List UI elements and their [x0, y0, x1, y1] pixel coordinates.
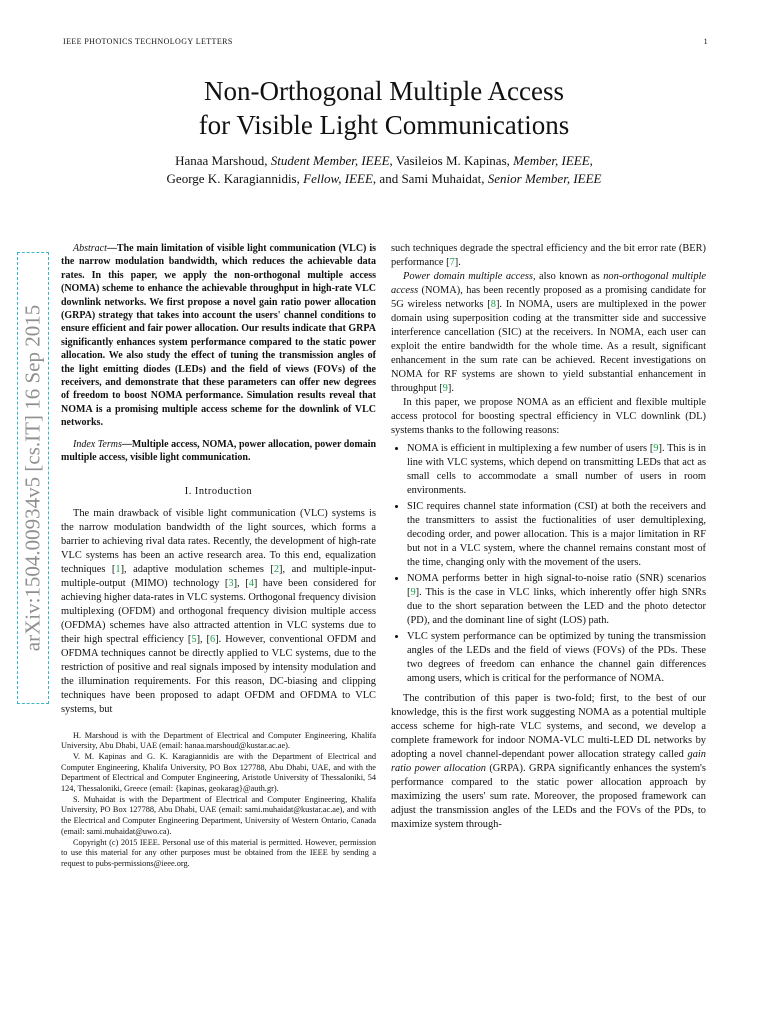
- text-span: ]. However, conventional OFDM and OFDMA techniques cannot be directly applied to VLC systems, due to the restriction of positive and real signals imposed by intensity modulation and the illumination requirements. For this reason, DC-biasing and clipping techniques have been proposed to adapt OFDM and OFDMA to VLC systems, but: [61, 633, 376, 715]
- right-column: [391, 242, 706, 832]
- text-span: ].: [454, 257, 461, 268]
- citation-link[interactable]: 5: [191, 633, 197, 645]
- authors-line-2: [0, 170, 768, 188]
- author-1-role: Student Member, IEEE: [270, 153, 390, 168]
- author-3-role: Fellow, IEEE: [303, 171, 373, 186]
- index-terms-label: Index Terms: [73, 438, 122, 450]
- abstract-text: —The main limitation of visible light communication (VLC) is the narrow modulation bandwidth, which reduces the achievable data rates. In this paper, we apply the non-orthogonal multiple access (NOMA) scheme to enhance the achievable throughput in high-rate VLC downlink networks. We first propose a novel gain ratio power allocation (GRPA) strategy that takes into account the users' channel conditions to ensure efficient and fair power allocation. Our results indicate that GRPA significantly enhances system performance compared to the static power allocation. We also study the effect of tuning the transmission angles of the light emitting diodes (LEDs) and the field of views (FOVs) of the receivers, and demonstrate that these parameters can offer new degrees of freedom to boost NOMA performance. Simulation results reveal that NOMA is a promising multiple access scheme for the downlink of VLC networks.: [61, 243, 376, 429]
- list-item: • SIC requires channel state information (CSI) at both the receivers and the transmitters to assist the fuctionalities of user demultiplexing, decoding order, and power allocation. This is a major limitation in RF but not in a VLC system, where the channel remains constant most of the time, changing only with the movement of the users.: [407, 500, 706, 570]
- text-span: ]. This is in line with VLC systems, which depend on transmitting LEDs that act as small cells to accommodate a small number of users in room environments.: [407, 443, 707, 496]
- arxiv-identifier[interactable]: arXiv:1504.00934v5 [cs.IT] 16 Sep 2015: [20, 304, 45, 652]
- reasons-list: [391, 442, 706, 686]
- citation-link[interactable]: 1: [115, 563, 121, 575]
- text-span: The main drawback of visible light communication (VLC) systems is the narrow modulation bandwidth of the light sources, which forms a barrier to achieving rival data rates. Recently, the development of high-rate VLC systems has been an active research area. To this end, equalization techniques [: [61, 507, 376, 575]
- author-3-name: George K. Karagiannidis,: [166, 171, 300, 186]
- list-item: • VLC system performance can be optimized by tuning the transmission angles of the LEDs and the field of views (FOVs) of the PDs. These two degrees of freedom can enhance the channel gain differences among users, which is critical for the performance of NOMA.: [407, 630, 706, 686]
- paragraph-noma: [391, 270, 706, 396]
- text-span: ], [: [233, 577, 249, 589]
- paragraph-contribution: [391, 692, 706, 832]
- footnote-copyright: Copyright (c) 2015 IEEE. Personal use of this material is permitted. However, permission to use this material for any other purposes must be obtained from the IEEE by sending a request to pubs-permissions@ieee.org.: [61, 837, 376, 868]
- abstract: [61, 242, 376, 430]
- abstract-label: Abstract: [73, 243, 107, 254]
- section-heading-introduction: I. Introduction: [184, 485, 253, 497]
- author-list: [0, 152, 768, 188]
- index-terms-text: —Multiple access, NOMA, power allocation, power domain multiple access, visible light communication.: [61, 438, 377, 464]
- author-4-name: , and Sami Muhaidat,: [372, 171, 485, 186]
- text-span: ], and multiple-input-multiple-output (MIMO) technology [: [61, 563, 376, 589]
- text-span: , also known as: [532, 271, 604, 282]
- arxiv-stamp[interactable]: [17, 252, 49, 704]
- author-4-role: Senior Member, IEEE: [487, 171, 602, 186]
- citation-link[interactable]: 7: [449, 257, 455, 268]
- author-2-name: , Vasileios M. Kapinas,: [389, 153, 510, 168]
- footnotes: [61, 731, 376, 870]
- footnote-muhaidat: S. Muhaidat is with the Department of Electrical and Computer Engineering, Khalifa University, PO Box 127788, Abu Dhabi, UAE (email: sami.muhaidat@kustar.ac.ae), and with the Electrical and Computer Engineering Department, University of Western Ontario, Canada (email: sami.muhaidat@uwo.ca).: [61, 794, 376, 836]
- italic-term: gain ratio power allocation: [391, 749, 706, 774]
- author-2-tail: ,: [589, 153, 593, 168]
- authors-line-1: [0, 152, 768, 170]
- journal-name: IEEE PHOTONICS TECHNOLOGY LETTERS: [63, 37, 233, 46]
- citation-link[interactable]: 9: [410, 587, 416, 598]
- citation-link[interactable]: 8: [490, 299, 496, 310]
- text-span: ] have been considered for achieving higher data-rates in VLC systems. Orthogonal frequency division multiplexing (OFDM) and orthogonal frequency division multiple access (OFDMA) schemes have also attracted attention in VLC systems due to their high spectral efficiency [: [61, 577, 377, 645]
- italic-term: non-orthogonal multiple access: [391, 271, 707, 296]
- author-2-role: Member, IEEE: [513, 153, 590, 168]
- text-span: NOMA performs better in high signal-to-noise ratio (SNR) scenarios [: [407, 573, 706, 598]
- left-column: [61, 242, 376, 870]
- paper-title: [0, 74, 768, 142]
- text-span: ]. This is the case in VLC links, which inherently offer high SNRs due to the short separation between the LED and the photo detector (PD), and the dominant line of sight (LOS) path.: [407, 587, 706, 626]
- text-span: (NOMA), has been recently proposed as a promising candidate for 5G wireless networks [: [391, 285, 706, 310]
- text-span: The contribution of this paper is two-fold; first, to the best of our knowledge, this is the first work suggesting NOMA as a potential multiple access scheme for high-rate VLC systems, and second, we develop a complete framework for indoor NOMA-VLC multi-LED DL networks by adopting a novel channel-dependant power allocation strategy called: [391, 693, 706, 760]
- text-span: ]. In NOMA, users are multiplexed in the power domain using superposition coding at the transmitter side and successive interference cancellation (SIC) at the receivers. In NOMA, each user can exploit the entire bandwidth for the whole time. As a result, significant enhancement in the sum rate can be achieved. Recent investigations on NOMA for RF systems are shown to yield substantial enhancement in throughput [: [391, 299, 706, 394]
- intro-paragraph: [61, 507, 376, 717]
- citation-link[interactable]: 3: [228, 577, 234, 589]
- text-span: such techniques degrade the spectral efficiency and the bit error rate (BER) performance [: [391, 243, 706, 268]
- citation-link[interactable]: 4: [248, 577, 254, 589]
- italic-term: Power domain multiple access: [403, 271, 533, 282]
- list-item: [407, 572, 706, 628]
- running-header: [63, 37, 708, 46]
- text-span: NOMA is efficient in multiplexing a few number of users [: [407, 443, 654, 454]
- index-terms: [61, 438, 376, 465]
- text-span: (GRPA). GRPA significantly enhances the system's performance compared to the static power allocation approach by maximizing the users' sum rate. Moreover, the proposed framework can adjust the transmission angles of the LEDs and the FOVs of the PDs, to maximize system through-: [391, 763, 706, 830]
- title-line-2: for Visible Light Communications: [198, 110, 570, 140]
- author-1-name: Hanaa Marshoud,: [175, 153, 268, 168]
- title-line-1: Non-Orthogonal Multiple Access: [204, 76, 564, 106]
- text-span: ].: [447, 383, 454, 394]
- footnote-kapinas-karagiannidis: V. M. Kapinas and G. K. Karagiannidis are with the Department of Electrical and Computer Engineering, Khalifa University, PO Box 127788, Abu Dhabi, UAE, and with the Department of Electrical and Computer Engineering, Aristotle University of Thessaloniki, 54 124, Thessaloniki, Greece (email: {kapinas, geokarag}@auth.gr).: [61, 751, 376, 794]
- citation-link[interactable]: 9: [653, 443, 659, 454]
- list-item: [407, 442, 706, 498]
- citation-link[interactable]: 6: [210, 633, 216, 645]
- text-span: ], [: [196, 633, 211, 645]
- footnote-marshoud: H. Marshoud is with the Department of Electrical and Computer Engineering, Khalifa University, Abu Dhabi, UAE (email: hanaa.marshoud@kustar.ac.ae).: [61, 730, 376, 751]
- citation-link[interactable]: 9: [442, 383, 448, 394]
- paragraph-proposal: In this paper, we propose NOMA as an efficient and flexible multiple access protocol for boosting spectral efficiency in VLC downlink (DL) systems thanks to the following reasons:: [391, 397, 706, 436]
- citation-link[interactable]: 2: [273, 563, 280, 575]
- page-number: 1: [703, 37, 708, 46]
- text-span: ], adaptive modulation schemes [: [120, 563, 274, 575]
- paragraph-continuation: [391, 242, 706, 270]
